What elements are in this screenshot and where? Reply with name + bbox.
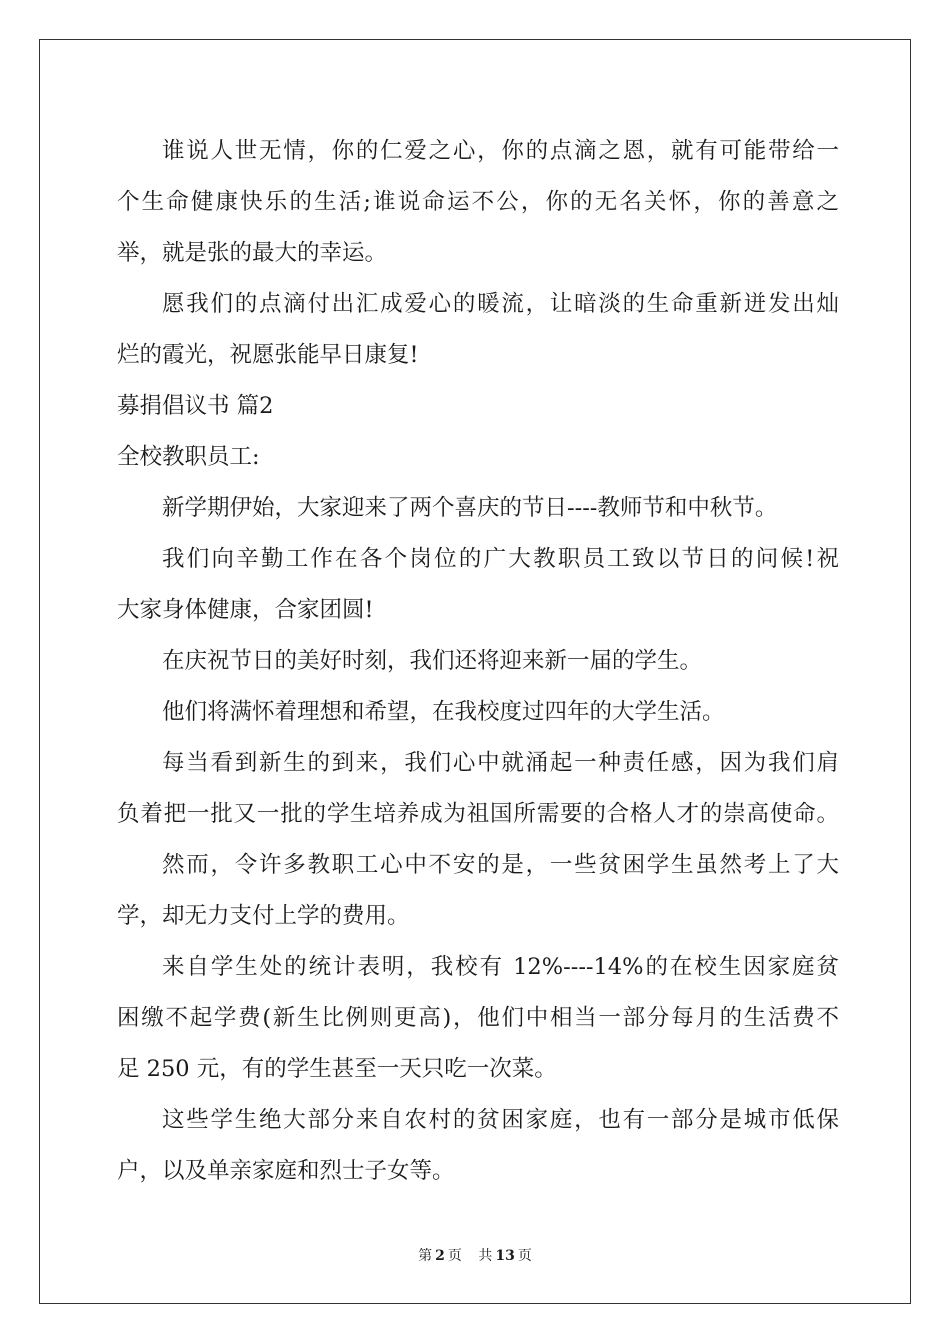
text-line: 全校教职员工: — [117, 444, 260, 470]
document-body — [117, 126, 839, 1197]
page-number — [415, 1248, 465, 1264]
text-line: 募捐倡议书 篇2 — [117, 393, 274, 419]
text-line: 来自学生处的统计表明，我校有 12%----14%的在校生因家庭贫 — [162, 954, 839, 980]
text-line: 新学期伊始，大家迎来了两个喜庆的节日----教师节和中秋节。 — [162, 495, 778, 521]
text-line: 愿我们的点滴付出汇成爱心的暖流，让暗淡的生命重新迸发出灿 — [162, 291, 839, 317]
text-line: 负着把一批又一批的学生培养成为祖国所需要的合格人才的崇高使命。 — [117, 801, 839, 827]
page-footer — [0, 1246, 950, 1266]
text-line: 我们向辛勤工作在各个岗位的广大教职员工致以节日的问候!祝 — [162, 546, 839, 572]
text-line: 他们将满怀着理想和希望，在我校度过四年的大学生活。 — [162, 699, 725, 725]
text-line: 烂的霞光，祝愿张能早日康复! — [117, 342, 419, 368]
current-page: 2 — [435, 1248, 445, 1264]
page-prefix: 第 — [418, 1248, 433, 1264]
text-line: 谁说人世无情，你的仁爱之心，你的点滴之恩，就有可能带给一 — [162, 138, 839, 164]
page-total — [475, 1248, 534, 1264]
total-prefix: 共 — [478, 1248, 493, 1264]
text-line: 举，就是张的最大的幸运。 — [117, 240, 388, 266]
page-suffix: 页 — [447, 1248, 462, 1264]
text-line: 困缴不起学费(新生比例则更高)，他们中相当一部分每月的生活费不 — [117, 1005, 839, 1031]
text-line: 每当看到新生的到来，我们心中就涌起一种责任感，因为我们肩 — [162, 750, 839, 776]
text-line: 在庆祝节日的美好时刻，我们还将迎来新一届的学生。 — [162, 648, 703, 674]
total-pages: 13 — [495, 1248, 515, 1264]
text-line: 个生命健康快乐的生活;谁说命运不公，你的无名关怀，你的善意之 — [117, 189, 839, 215]
text-line: 足 250 元，有的学生甚至一天只吃一次菜。 — [117, 1056, 557, 1082]
text-line: 这些学生绝大部分来自农村的贫困家庭，也有一部分是城市低保 — [162, 1107, 839, 1133]
text-line: 学，却无力支付上学的费用。 — [117, 903, 410, 929]
total-suffix: 页 — [517, 1248, 532, 1264]
text-line: 然而，令许多教职工心中不安的是，一些贫困学生虽然考上了大 — [162, 852, 839, 878]
text-line: 大家身体健康，合家团圆! — [117, 597, 374, 623]
text-line: 户，以及单亲家庭和烈士子女等。 — [117, 1158, 455, 1184]
